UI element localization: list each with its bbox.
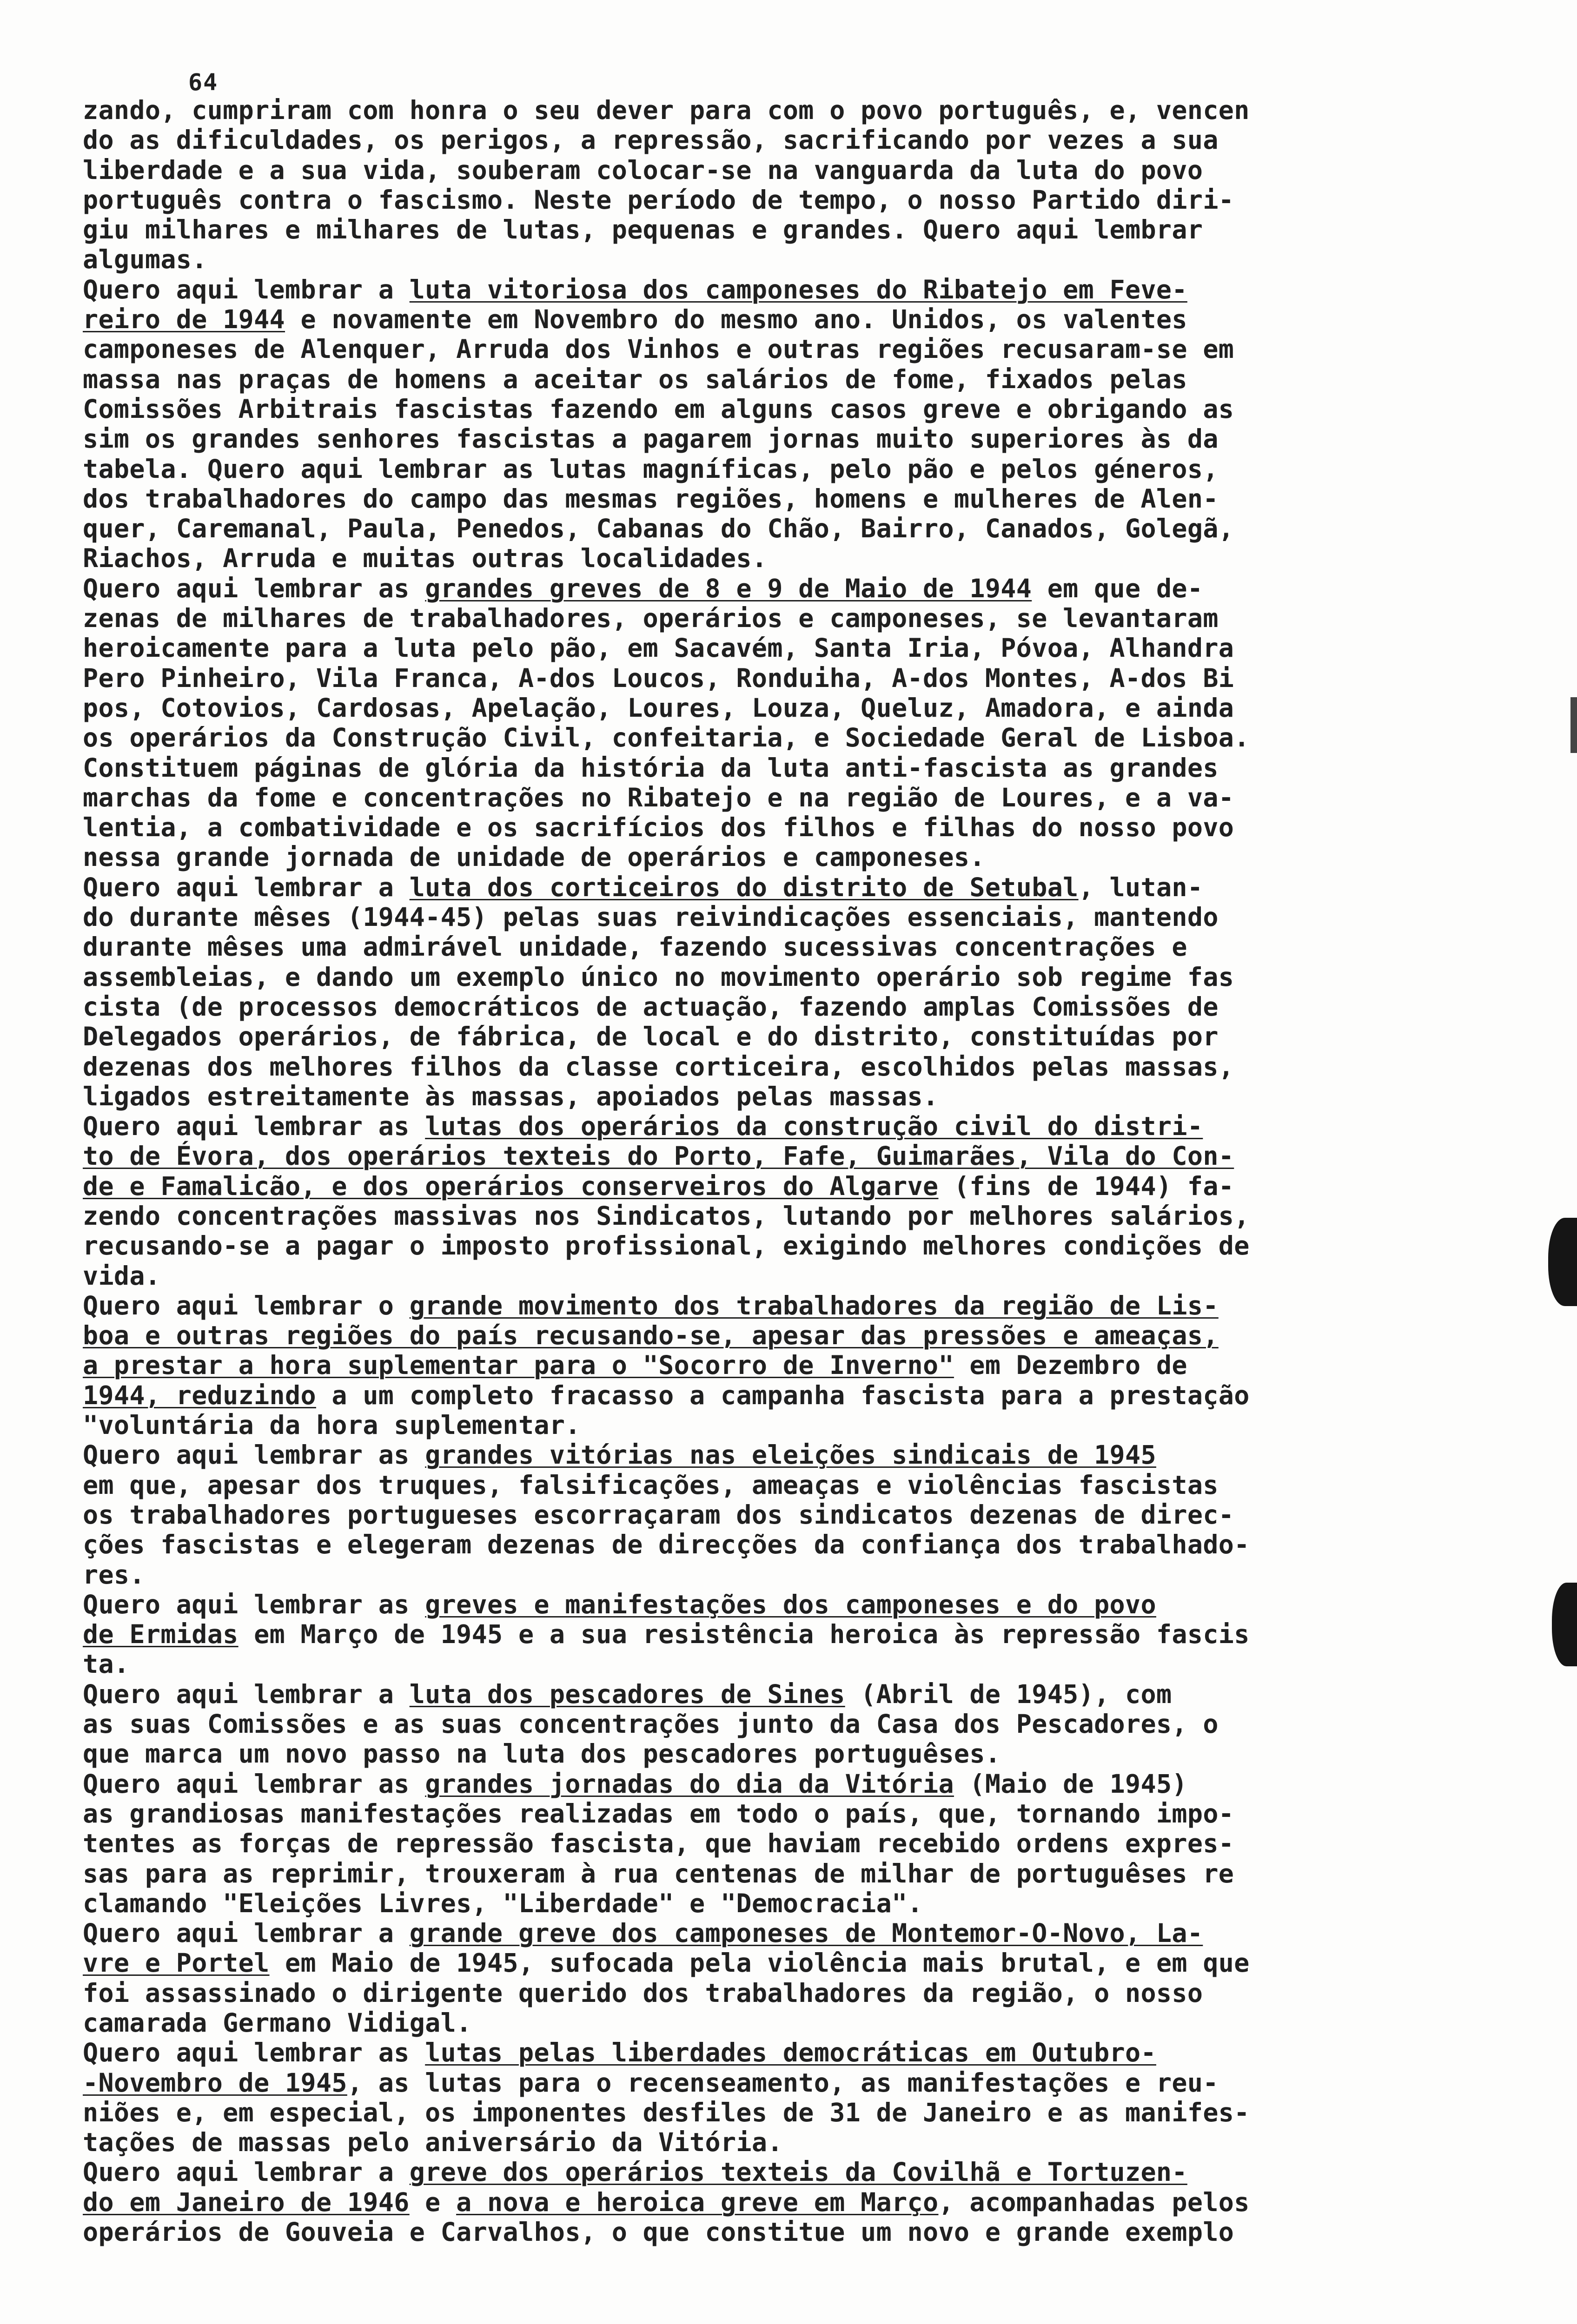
text-line bbox=[83, 992, 1487, 1022]
text-run: cista (de processos democráticos de actuação, fazendo amplas Comissões de bbox=[83, 991, 1219, 1022]
underlined-phrase: boa e outras regiões do país recusando-se, apesar das pressões e ameaças, bbox=[83, 1320, 1219, 1351]
text-line bbox=[83, 1888, 1487, 1918]
text-line bbox=[83, 962, 1487, 992]
text-run: nessa grande jornada de unidade de operários e camponeses. bbox=[83, 842, 985, 872]
text-run: em que, apesar dos truques, falsificações, ameaças e violências fascistas bbox=[83, 1470, 1219, 1500]
text-run: operários de Gouveia e Carvalhos, o que constitue um novo e grande exemplo bbox=[83, 2217, 1234, 2247]
underlined-phrase: reiro de 1944 bbox=[83, 304, 285, 335]
text-run: Comissões Arbitrais fascistas fazendo em alguns casos greve e obrigando as bbox=[83, 394, 1234, 424]
text-run: e bbox=[409, 2187, 457, 2217]
text-line bbox=[83, 2038, 1487, 2067]
text-run: os trabalhadores portugueses escorraçaram dos sindicatos dezenas de direc- bbox=[83, 1499, 1234, 1530]
text-run: Riachos, Arruda e muitas outras localidades. bbox=[83, 543, 768, 574]
text-line bbox=[83, 95, 1487, 125]
text-line bbox=[83, 1470, 1487, 1500]
underlined-phrase: greves e manifestações dos camponeses e do povo bbox=[425, 1589, 1156, 1619]
text-line bbox=[83, 932, 1487, 962]
text-run: "voluntária da hora suplementar. bbox=[83, 1410, 581, 1440]
text-line bbox=[83, 244, 1487, 274]
text-line bbox=[83, 2008, 1487, 2038]
text-run: os operários da Construção Civil, confeitaria, e Sociedade Geral de Lisboa. bbox=[83, 723, 1250, 753]
text-line bbox=[83, 1649, 1487, 1679]
text-run: Quero aqui lembrar as bbox=[83, 1589, 425, 1619]
underlined-phrase: lutas pelas liberdades democráticas em Outubro- bbox=[425, 2038, 1156, 2068]
text-line bbox=[83, 484, 1487, 514]
text-run: res. bbox=[83, 1559, 145, 1590]
underlined-phrase: de e Famalicão, e dos operários conserveiros do Algarve bbox=[83, 1171, 939, 1201]
text-run: as grandiosas manifestações realizadas em todo o país, que, tornando impo- bbox=[83, 1798, 1234, 1829]
text-line bbox=[83, 1769, 1487, 1799]
text-run: pos, Cotovios, Cardosas, Apelação, Loures, Louza, Queluz, Amadora, e ainda bbox=[83, 693, 1234, 723]
text-line bbox=[83, 424, 1487, 454]
text-run: Quero aqui lembrar as bbox=[83, 2038, 425, 2068]
text-line bbox=[83, 2217, 1487, 2247]
text-run: em Março de 1945 e a sua resistência heroica às repressão fascis bbox=[238, 1619, 1250, 1650]
text-run: ções fascistas e elegeram dezenas de direcções da confiança dos trabalhado- bbox=[83, 1530, 1250, 1560]
text-run: massa nas praças de homens a aceitar os salários de fome, fixados pelas bbox=[83, 364, 1187, 394]
text-run: ta. bbox=[83, 1649, 130, 1679]
text-line bbox=[83, 334, 1487, 364]
text-run: Quero aqui lembrar a bbox=[83, 2157, 410, 2187]
underlined-phrase: grandes vitórias nas eleições sindicais de 1945 bbox=[425, 1440, 1156, 1470]
text-run: tentes as forças de repressão fascista, que haviam recebido ordens expres- bbox=[83, 1829, 1234, 1859]
text-run: que marca um novo passo na luta dos pescadores portuguêses. bbox=[83, 1739, 1001, 1769]
text-run: sas para as reprimir, trouxeram à rua centenas de milhar de portuguêses re bbox=[83, 1858, 1234, 1888]
underlined-phrase: -Novembro de 1945 bbox=[83, 2067, 347, 2098]
text-run: lentia, a combatividade e os sacrifícios dos filhos e filhas do nosso povo bbox=[83, 812, 1234, 843]
text-run: camarada Germano Vidigal. bbox=[83, 2008, 472, 2038]
underlined-phrase: de Ermidas bbox=[83, 1619, 239, 1650]
text-run: tações de massas pelo aniversário da Vitória. bbox=[83, 2127, 783, 2158]
text-run: zendo concentrações massivas nos Sindicatos, lutando por melhores salários, bbox=[83, 1201, 1250, 1231]
scan-blot bbox=[1552, 1583, 1577, 1666]
underlined-phrase: a prestar a hora suplementar para o "Socorro de Inverno" bbox=[83, 1350, 954, 1380]
text-run: Quero aqui lembrar o bbox=[83, 1290, 410, 1320]
text-line bbox=[83, 603, 1487, 633]
text-line bbox=[83, 543, 1487, 573]
underlined-phrase: luta dos corticeiros do distrito de Setubal bbox=[409, 872, 1079, 902]
text-line bbox=[83, 1530, 1487, 1559]
text-run: liberdade e a sua vida, souberam colocar-se na vanguarda da luta do povo bbox=[83, 155, 1203, 185]
text-line bbox=[83, 1320, 1487, 1350]
text-line bbox=[83, 1799, 1487, 1829]
text-line bbox=[83, 275, 1487, 304]
underlined-phrase: a nova e heroica greve em Março bbox=[456, 2187, 939, 2217]
text-line bbox=[83, 364, 1487, 394]
underlined-phrase: do em Janeiro de 1946 bbox=[83, 2187, 410, 2217]
text-line bbox=[83, 1978, 1487, 2008]
text-run: recusando-se a pagar o imposto profissional, exigindo melhores condições de bbox=[83, 1231, 1250, 1261]
text-line bbox=[83, 1590, 1487, 1619]
text-line bbox=[83, 902, 1487, 932]
page-number: 64 bbox=[188, 69, 219, 96]
text-run: foi assassinado o dirigente querido dos trabalhadores da região, o nosso bbox=[83, 1978, 1203, 2008]
text-run: Quero aqui lembrar a bbox=[83, 872, 410, 902]
text-line bbox=[83, 155, 1487, 185]
text-line bbox=[83, 394, 1487, 424]
text-run: clamando "Eleições Livres, "Liberdade" e "Democracia". bbox=[83, 1888, 923, 1918]
text-run: em Dezembro de bbox=[954, 1350, 1187, 1380]
underlined-phrase: grandes greves de 8 e 9 de Maio de 1944 bbox=[425, 573, 1032, 603]
text-run: assembleias, e dando um exemplo único no movimento operário sob regime fas bbox=[83, 962, 1234, 992]
text-line bbox=[83, 1052, 1487, 1082]
text-run: Quero aqui lembrar a bbox=[83, 1918, 410, 1948]
text-run: em que de- bbox=[1032, 573, 1203, 603]
text-line bbox=[83, 2127, 1487, 2157]
text-line bbox=[83, 1291, 1487, 1320]
underlined-phrase: luta vitoriosa dos camponeses do Ribatejo em Feve- bbox=[409, 274, 1187, 304]
text-run: zando, cumpriram com honra o seu dever para com o povo português, e, vencen bbox=[83, 95, 1250, 125]
text-run: e novamente em Novembro do mesmo ano. Unidos, os valentes bbox=[285, 304, 1187, 335]
underlined-phrase: 1944, reduzindo bbox=[83, 1380, 316, 1410]
text-line bbox=[83, 1141, 1487, 1171]
text-run: durante mêses uma admirável unidade, fazendo sucessivas concentrações e bbox=[83, 932, 1187, 962]
text-line bbox=[83, 1829, 1487, 1858]
text-run: algumas. bbox=[83, 244, 207, 275]
text-run: dezenas dos melhores filhos da classe corticeira, escolhidos pelas massas, bbox=[83, 1051, 1234, 1082]
text-run: heroicamente para a luta pelo pão, em Sacavém, Santa Iria, Póvoa, Alhandra bbox=[83, 633, 1234, 663]
text-run: Constituem páginas de glória da história da luta anti-fascista as grandes bbox=[83, 753, 1219, 783]
text-run: em Maio de 1945, sufocada pela violência mais brutal, e em que bbox=[269, 1948, 1250, 1978]
underlined-phrase: vre e Portel bbox=[83, 1948, 270, 1978]
text-line bbox=[83, 2098, 1487, 2127]
text-line bbox=[83, 1500, 1487, 1530]
text-line bbox=[83, 1410, 1487, 1440]
text-line bbox=[83, 1709, 1487, 1739]
text-run: , acompanhadas pelos bbox=[938, 2187, 1250, 2217]
text-run: camponeses de Alenquer, Arruda dos Vinhos e outras regiões recusaram-se em bbox=[83, 334, 1234, 364]
text-line bbox=[83, 2068, 1487, 2098]
text-line bbox=[83, 2157, 1487, 2187]
underlined-phrase: grande movimento dos trabalhadores da região de Lis- bbox=[409, 1290, 1219, 1320]
text-line bbox=[83, 842, 1487, 872]
text-line bbox=[83, 1619, 1487, 1649]
text-run: sim os grandes senhores fascistas a pagarem jornas muito superiores às da bbox=[83, 424, 1219, 454]
underlined-phrase: greve dos operários texteis da Covilhã e Tortuzen- bbox=[409, 2157, 1187, 2187]
text-run: , lutan- bbox=[1078, 872, 1203, 902]
text-run: Quero aqui lembrar as bbox=[83, 1111, 425, 1142]
text-run: ligados estreitamente às massas, apoiados pelas massas. bbox=[83, 1081, 939, 1111]
text-run: a um completo fracasso a campanha fascista para a prestação bbox=[316, 1380, 1250, 1410]
text-line bbox=[83, 1261, 1487, 1291]
text-line bbox=[83, 1739, 1487, 1769]
text-run: giu milhares e milhares de lutas, pequenas e grandes. Quero aqui lembrar bbox=[83, 215, 1203, 245]
text-line bbox=[83, 633, 1487, 663]
text-run: português contra o fascismo. Neste período de tempo, o nosso Partido diri- bbox=[83, 185, 1234, 215]
text-line bbox=[83, 1948, 1487, 1978]
text-line bbox=[83, 1918, 1487, 1948]
underlined-phrase: grandes jornadas do dia da Vitória bbox=[425, 1769, 954, 1799]
text-line bbox=[83, 1350, 1487, 1380]
text-run: vida. bbox=[83, 1261, 161, 1291]
text-run: Quero aqui lembrar a bbox=[83, 1679, 410, 1709]
underlined-phrase: lutas dos operários da construção civil do distri- bbox=[425, 1111, 1203, 1142]
text-run: (fins de 1944) fa- bbox=[938, 1171, 1234, 1201]
text-line bbox=[83, 304, 1487, 334]
text-line bbox=[83, 1380, 1487, 1410]
underlined-phrase: luta dos pescadores de Sines bbox=[409, 1679, 845, 1709]
text-line bbox=[83, 872, 1487, 902]
text-line bbox=[83, 693, 1487, 723]
text-line bbox=[83, 125, 1487, 155]
underlined-phrase: grande greve dos camponeses de Montemor-O-Novo, La- bbox=[409, 1918, 1203, 1948]
text-line bbox=[83, 574, 1487, 603]
text-line bbox=[83, 514, 1487, 543]
text-run: marchas da fome e concentrações no Ribatejo e na região de Loures, e a va- bbox=[83, 782, 1234, 812]
text-run: (Maio de 1945) bbox=[954, 1769, 1187, 1799]
text-line bbox=[83, 454, 1487, 484]
text-run: Delegados operários, de fábrica, de local e do distrito, constituídas por bbox=[83, 1022, 1219, 1052]
text-line bbox=[83, 753, 1487, 783]
text-run: quer, Caremanal, Paula, Penedos, Cabanas do Chão, Bairro, Canados, Golegã, bbox=[83, 514, 1234, 544]
underlined-phrase: to de Évora, dos operários texteis do Porto, Fafe, Guimarães, Vila do Con- bbox=[83, 1141, 1234, 1171]
text-run: Quero aqui lembrar as bbox=[83, 573, 425, 603]
text-line bbox=[83, 1171, 1487, 1201]
text-line bbox=[83, 1111, 1487, 1141]
text-run: (Abril de 1945), com bbox=[845, 1679, 1172, 1709]
text-line bbox=[83, 663, 1487, 693]
text-line bbox=[83, 783, 1487, 812]
text-run: dos trabalhadores do campo das mesmas regiões, homens e mulheres de Alen- bbox=[83, 483, 1219, 514]
scan-blot bbox=[1548, 1218, 1577, 1306]
text-run: niões e, em especial, os imponentes desfiles de 31 de Janeiro e as manifes- bbox=[83, 2097, 1250, 2127]
text-run: Quero aqui lembrar a bbox=[83, 274, 410, 304]
text-line bbox=[83, 1859, 1487, 1888]
text-run: do as dificuldades, os perigos, a repressão, sacrificando por vezes a sua bbox=[83, 125, 1219, 155]
text-line bbox=[83, 1679, 1487, 1709]
text-run: tabela. Quero aqui lembrar as lutas magníficas, pelo pão e pelos géneros, bbox=[83, 454, 1219, 484]
text-line bbox=[83, 723, 1487, 753]
body-text bbox=[83, 95, 1487, 2247]
text-run: zenas de milhares de trabalhadores, operários e camponeses, se levantaram bbox=[83, 603, 1219, 634]
text-line bbox=[83, 812, 1487, 842]
text-line bbox=[83, 1440, 1487, 1470]
text-run: as suas Comissões e as suas concentrações junto da Casa dos Pescadores, o bbox=[83, 1709, 1219, 1739]
scan-edge-mark bbox=[1570, 697, 1577, 753]
text-run: Quero aqui lembrar as bbox=[83, 1440, 425, 1470]
text-run: , as lutas para o recenseamento, as manifestações e reu- bbox=[347, 2067, 1219, 2098]
text-run: Pero Pinheiro, Vila Franca, A-dos Loucos, Ronduiha, A-dos Montes, A-dos Bi bbox=[83, 663, 1234, 693]
text-line bbox=[83, 1022, 1487, 1051]
text-line bbox=[83, 215, 1487, 244]
text-line bbox=[83, 185, 1487, 215]
text-line bbox=[83, 1560, 1487, 1590]
text-line bbox=[83, 1082, 1487, 1111]
text-run: do durante mêses (1944-45) pelas suas reivindicações essenciais, mantendo bbox=[83, 902, 1219, 932]
text-line bbox=[83, 2187, 1487, 2217]
text-line bbox=[83, 1201, 1487, 1231]
text-run: Quero aqui lembrar as bbox=[83, 1769, 425, 1799]
text-line bbox=[83, 1231, 1487, 1261]
